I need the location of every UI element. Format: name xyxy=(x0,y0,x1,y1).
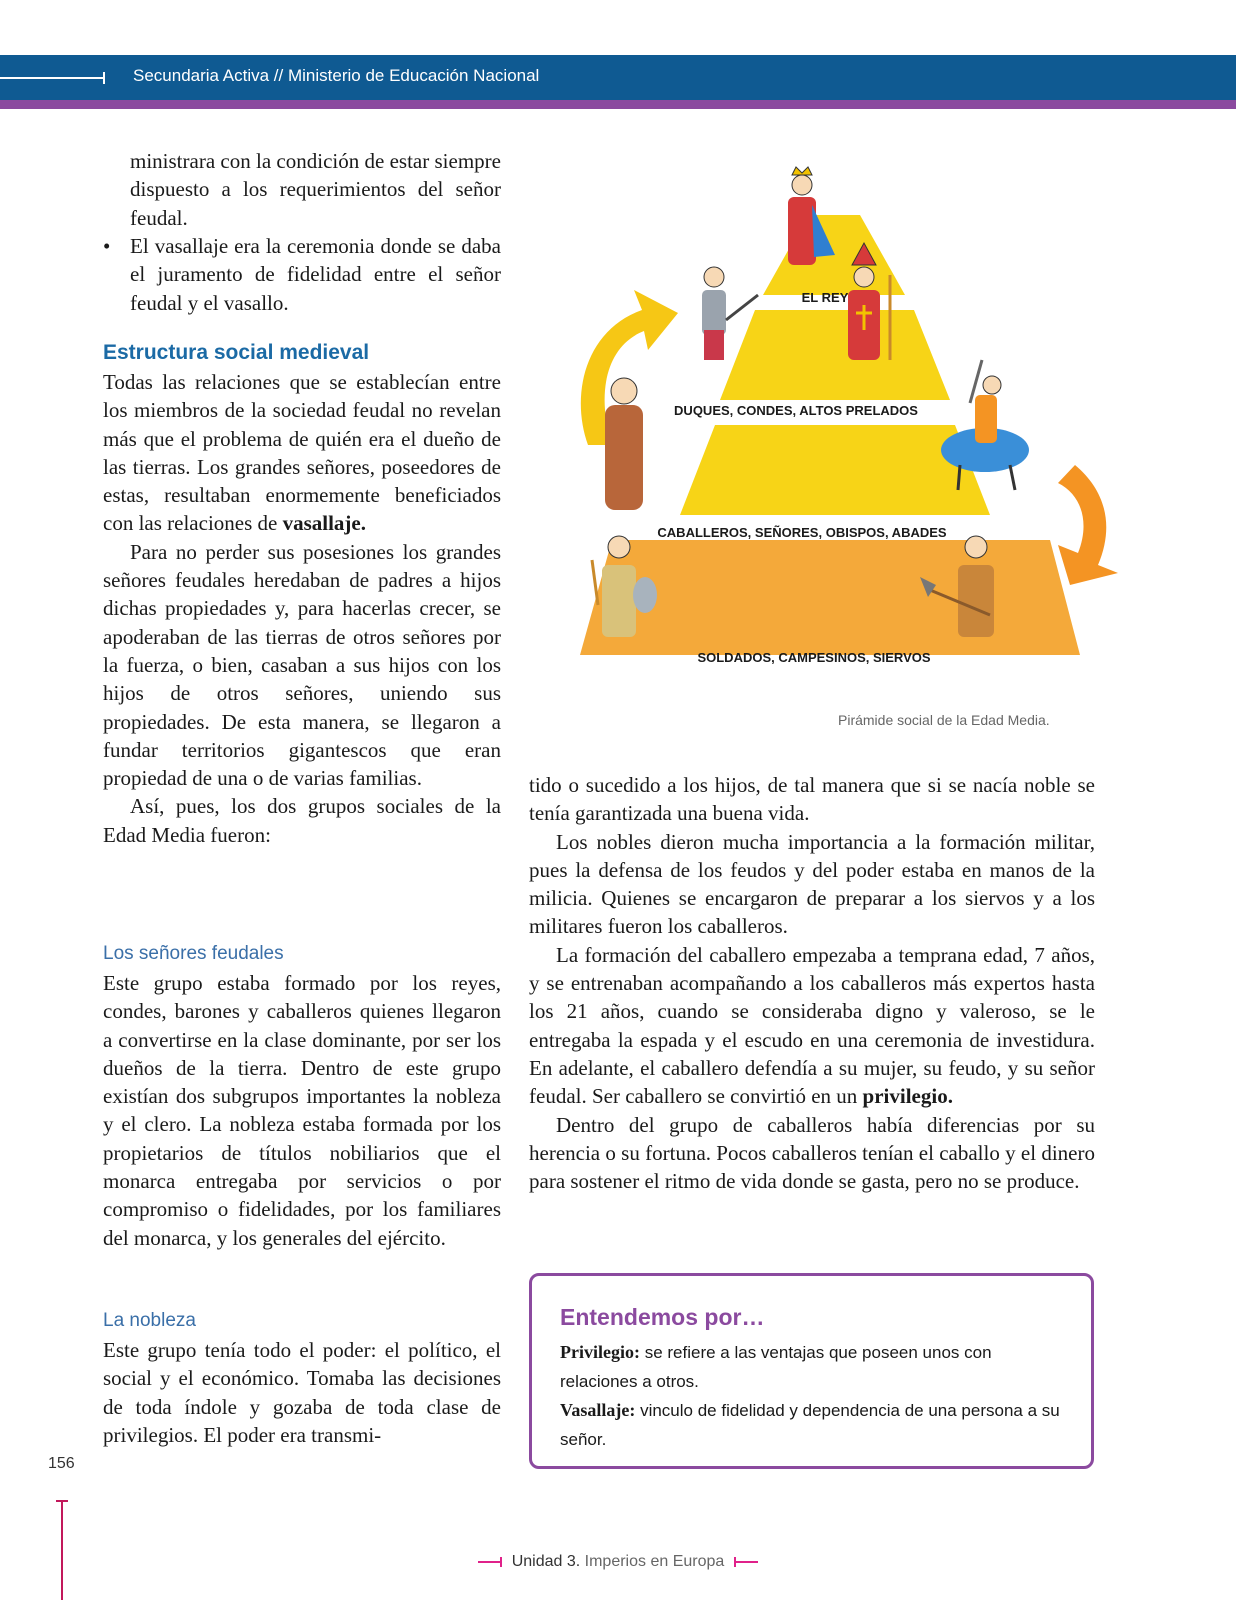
footer xyxy=(0,1553,1236,1571)
bullet-dot: • xyxy=(103,234,111,258)
intro-continuation: ministrara con la condición de estar siempre dispuesto a los requerimientos del señor feudal. xyxy=(130,149,501,230)
paragraph-text: La formación del caballero empezaba a temprana edad, 7 años, y se entrenaban acompañando a los caballeros más expertos hasta los 21 años, cuando se consideraba digno y valeroso, se le entregaba la espada y el escudo en una ceremonia de investidura. En adelante, el caballero defendía a su mujer, su feudo, y su señor feudal. Ser caballero se convirtió en un xyxy=(529,942,1095,1109)
glossary-body xyxy=(560,1338,1070,1454)
glossary-title: Entendemos por… xyxy=(560,1304,765,1330)
glossary-term: Vasallaje: xyxy=(560,1400,636,1420)
paragraph-diferencias: Dentro del grupo de caballeros había diferencias por su herencia o su fortuna. Pocos caballeros tenían el caballo y el dinero para sostener el ritmo de vida donde se gasta, pero no se produce. xyxy=(529,1112,1095,1194)
page-number: 156 xyxy=(48,1455,75,1472)
social-pyramid-figure xyxy=(530,145,1130,695)
paragraph-relaciones xyxy=(103,368,501,538)
pyramid-lower xyxy=(680,425,990,515)
right-column xyxy=(529,771,1095,1195)
footer-unit-label: Unidad 3. xyxy=(511,1553,581,1570)
bullet-item xyxy=(103,232,501,317)
paragraph-senores: Este grupo estaba formado por los reyes, condes, barones y caballeros quienes llegaron a convertirse en la clase dominante, por ser los dueños de la tierra. Dentro de este grupo existían dos subgrupos importantes la nobleza y el clero. La nobleza estaba formada por los propietarios de títulos nobiliarios que el monarca entregaba por servicios o por compromiso o fidelidades, por los familiares del monarca, y los generales del ejército. xyxy=(103,971,501,1250)
paragraph-grupos: Así, pues, los dos grupos sociales de la Edad Media fueron: xyxy=(103,794,501,847)
paragraph-formacion-militar: Los nobles dieron mucha importancia a la formación militar, pues la defensa de los feudos y del poder estaba en manos de la milicia. Quienes se encargaron de preparar a los siervos y a los militares fueron los caballeros. xyxy=(529,829,1095,939)
section-title: Estructura social medieval xyxy=(103,341,370,364)
subheading-nobleza: La nobleza xyxy=(103,1310,196,1331)
paragraph-transmision: tido o sucedido a los hijos, de tal manera que si se nacía noble se tenía garantizada una buena vida. xyxy=(529,773,1095,826)
paragraph-posesiones: Para no perder sus posesiones los grandes señores feudales heredaban de padres a hijos dichas propiedades y, para hacerlas crecer, se apoderaban de las tierras de otros señores por la fuerza, o bien, casaban a sus hijos con los hijos de otros señores, uniendo sus propiedades. De esta manera, se llegaron a fundar territorios gigantescos que eran propiedad de una o de varias familias. xyxy=(103,539,501,791)
glossary-definition: vinculo de fidelidad y dependencia de una persona a su señor. xyxy=(560,1401,1060,1449)
level-label-duques: DUQUES, CONDES, ALTOS PRELADOS xyxy=(674,403,918,418)
margin-rule xyxy=(61,1500,63,1600)
header-title: Secundaria Activa // Ministerio de Educación Nacional xyxy=(133,66,540,85)
glossary-term: Privilegio: xyxy=(560,1342,640,1362)
arrow-right-icon xyxy=(1058,465,1118,585)
glossary-box xyxy=(529,1273,1094,1469)
footer-mark-right xyxy=(734,1561,758,1563)
monk-icon xyxy=(605,378,643,510)
figure-caption: Pirámide social de la Edad Media. xyxy=(838,712,1050,728)
paragraph-text: Todas las relaciones que se establecían entre los miembros de la sociedad feudal no revelan más que el problema de quién era el dueño de las tierras. Los grandes señores, poseedores de estas, resultaban enormemente beneficiados con las relaciones de xyxy=(103,370,501,536)
bold-term: privilegio. xyxy=(862,1084,953,1109)
level-label-soldados: SOLDADOS, CAMPESINOS, SIERVOS xyxy=(697,650,931,665)
pyramid-middle xyxy=(720,310,950,400)
header-rule-tick xyxy=(103,72,105,84)
footer-mark-left xyxy=(478,1561,502,1563)
header-stripe xyxy=(0,100,1236,109)
paragraph-nobleza: Este grupo tenía todo el poder: el político, el social y el económico. Tomaba las decisiones de toda índole y gozaba de toda clase de privilegios. El poder era transmi- xyxy=(103,1338,501,1447)
header-rule xyxy=(0,77,104,79)
paragraph-caballero xyxy=(529,941,1095,1111)
footer-unit-title: Imperios en Europa xyxy=(580,1553,725,1570)
glossary-entry xyxy=(560,1396,1070,1454)
bold-term: vasallaje. xyxy=(282,511,366,536)
level-label-caballeros: CABALLEROS, SEÑORES, OBISPOS, ABADES xyxy=(657,525,947,540)
bullet-text: El vasallaje era la ceremonia donde se daba el juramento de fidelidad entre el señor feudal y el vasallo. xyxy=(130,234,501,315)
glossary-definition: se refiere a las ventajas que poseen unos con relaciones a otros. xyxy=(560,1343,992,1391)
subheading-senores: Los señores feudales xyxy=(103,943,284,964)
glossary-entry xyxy=(560,1338,1070,1396)
level-label-rey: EL REY xyxy=(801,290,849,305)
